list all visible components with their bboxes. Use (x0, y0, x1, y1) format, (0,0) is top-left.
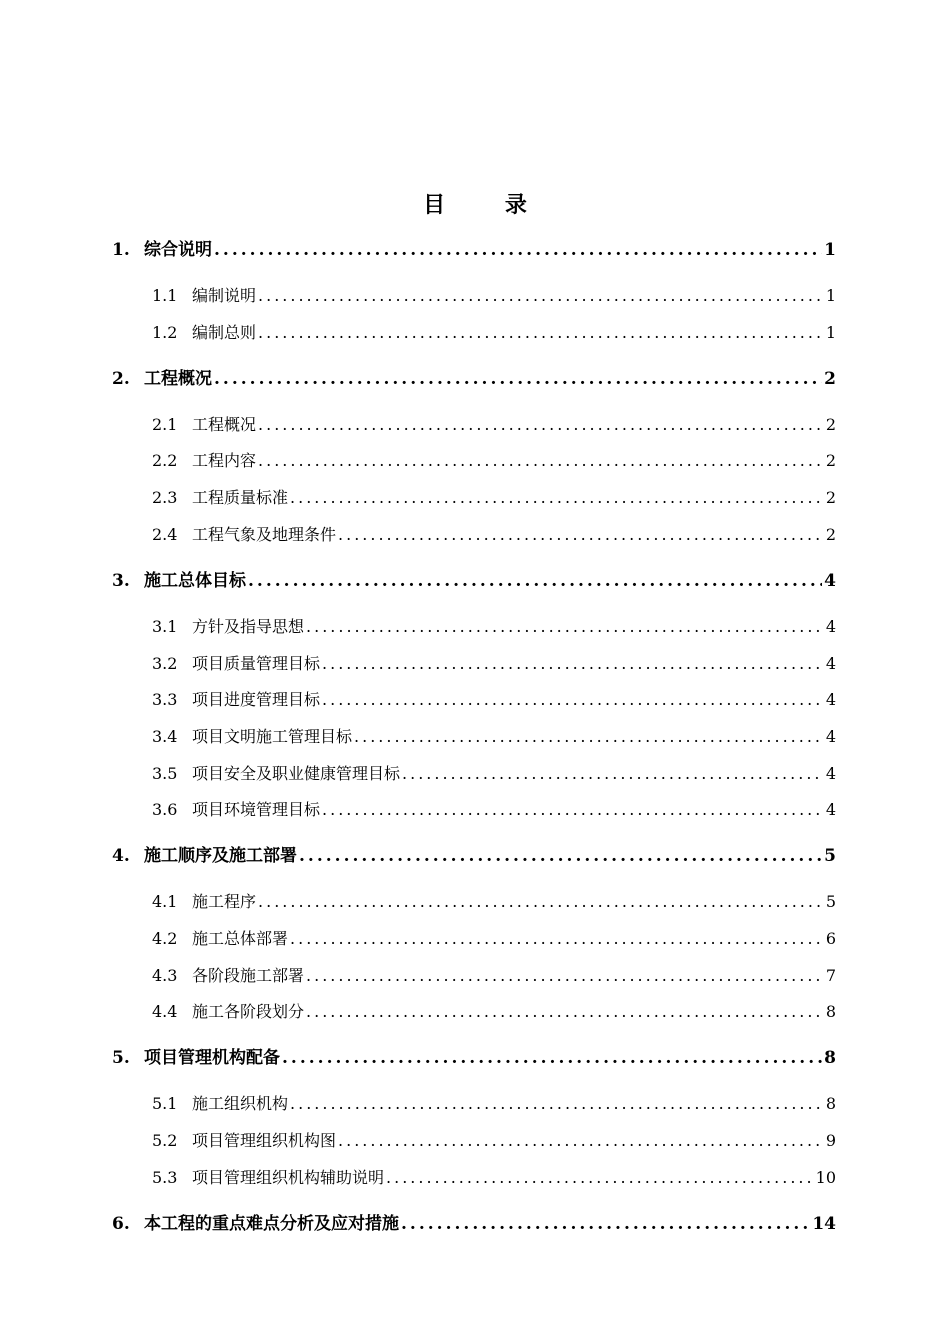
toc-entry-label: 施工程序 (192, 892, 257, 912)
toc-dot-leader (322, 798, 824, 822)
toc-entry-page-number: 14 (812, 1213, 836, 1234)
toc-section-entry[interactable] (152, 284, 836, 308)
toc-entry-number: 5. (112, 1048, 130, 1069)
toc-section-entry[interactable] (152, 652, 836, 676)
toc-chapter-entry[interactable] (112, 1046, 836, 1070)
toc-section-entry[interactable] (152, 798, 836, 822)
toc-entry-label: 综合说明 (144, 240, 212, 260)
toc-dot-leader (258, 890, 824, 914)
toc-section-entry[interactable] (152, 1000, 836, 1024)
toc-dot-leader (258, 413, 824, 437)
toc-entry-number: 4.2 (152, 929, 178, 948)
toc-entry-number: 2.2 (152, 451, 178, 471)
toc-entry-label: 施工各阶段划分 (192, 1002, 305, 1022)
toc-section-entry[interactable] (152, 321, 836, 345)
toc-dot-leader (306, 1000, 824, 1024)
toc-entry-page-number: 4 (825, 800, 836, 820)
toc-dot-leader (258, 449, 824, 473)
toc-section-entry[interactable] (152, 1092, 836, 1116)
toc-entry-label: 项目管理组织机构辅助说明 (192, 1167, 385, 1187)
toc-entry-number: 4. (112, 846, 130, 867)
toc-entry-number: 5.2 (152, 1131, 178, 1151)
toc-entry-label: 施工总体目标 (144, 570, 246, 591)
toc-dot-leader (258, 284, 824, 308)
toc-dot-leader (306, 964, 824, 988)
toc-entry-number: 3. (112, 570, 130, 591)
toc-dot-leader (299, 844, 822, 868)
toc-chapter-entry[interactable] (112, 1212, 836, 1236)
toc-entry-page-number: 2 (825, 414, 836, 434)
toc-entry-page-number: 9 (825, 1131, 836, 1151)
toc-entry-number: 1.1 (152, 286, 178, 305)
toc-entry-page-number: 4 (824, 570, 836, 591)
toc-dot-leader (282, 1046, 822, 1070)
toc-entry-page-number: 2 (825, 451, 836, 471)
toc-dot-leader (338, 523, 824, 547)
toc-entry-number: 3.3 (152, 690, 178, 710)
toc-entry-label: 项目质量管理目标 (192, 653, 321, 673)
toc-entry-number: 4.4 (152, 1002, 178, 1022)
toc-entry-label: 项目管理组织机构图 (192, 1131, 337, 1151)
toc-section-entry[interactable] (152, 725, 836, 749)
toc-entry-label: 项目安全及职业健康管理目标 (192, 763, 401, 783)
toc-section-entry[interactable] (152, 890, 836, 914)
toc-entry-label: 编制说明 (192, 286, 257, 305)
toc-entry-page-number: 8 (824, 1048, 836, 1069)
toc-entry-label: 项目环境管理目标 (192, 800, 321, 820)
toc-section-entry[interactable] (152, 688, 836, 712)
toc-entry-page-number: 2 (824, 368, 836, 389)
toc-section-entry[interactable] (152, 523, 836, 547)
toc-entry-number: 3.2 (152, 653, 178, 673)
toc-section-entry[interactable] (152, 486, 836, 510)
toc-entry-label: 各阶段施工部署 (192, 965, 305, 985)
toc-entry-label: 本工程的重点难点分析及应对措施 (144, 1213, 399, 1234)
toc-section-entry[interactable] (152, 1166, 836, 1190)
toc-entry-page-number: 2 (825, 488, 836, 508)
toc-entry-label: 编制总则 (192, 322, 257, 342)
toc-entry-number: 3.5 (152, 763, 178, 783)
toc-entry-label: 施工顺序及施工部署 (144, 846, 297, 867)
toc-entry-label: 项目进度管理目标 (192, 690, 321, 710)
toc-entry-label: 施工组织机构 (192, 1094, 289, 1114)
toc-dot-leader (354, 725, 824, 749)
toc-section-entry[interactable] (152, 449, 836, 473)
toc-dot-leader (214, 238, 822, 262)
toc-entry-number: 3.6 (152, 800, 178, 820)
toc-entry-number: 5.1 (152, 1094, 178, 1114)
toc-section-entry[interactable] (152, 615, 836, 639)
toc-dot-leader (338, 1129, 824, 1153)
toc-dot-leader (402, 762, 824, 786)
toc-entry-number: 2. (112, 368, 130, 389)
toc-entry-page-number: 1 (824, 240, 836, 260)
toc-dot-leader (290, 1092, 824, 1116)
toc-entry-label: 施工总体部署 (192, 929, 289, 948)
toc-entry-number: 3.1 (152, 616, 178, 636)
page-title: 目 录 (423, 192, 553, 218)
toc-entry-number: 5.3 (152, 1167, 178, 1187)
toc-entry-number: 3.4 (152, 726, 178, 746)
toc-entry-page-number: 2 (825, 524, 836, 544)
toc-chapter-entry[interactable] (112, 367, 836, 391)
toc-entry-label: 工程概况 (192, 414, 257, 434)
toc-dot-leader (322, 688, 824, 712)
toc-entry-page-number: 7 (825, 965, 836, 985)
toc-dot-leader (322, 652, 824, 676)
toc-chapter-entry[interactable] (112, 569, 836, 593)
toc-entry-number: 2.3 (152, 488, 178, 508)
toc-entry-page-number: 10 (815, 1167, 836, 1187)
toc-dot-leader (401, 1212, 810, 1236)
toc-entry-label: 工程气象及地理条件 (192, 524, 337, 544)
toc-entry-number: 2.4 (152, 524, 178, 544)
toc-entry-number: 1.2 (152, 322, 178, 342)
toc-entry-page-number: 6 (825, 929, 836, 948)
toc-entry-page-number: 8 (825, 1094, 836, 1114)
toc-entry-label: 工程内容 (192, 451, 257, 471)
toc-entry-page-number: 4 (825, 653, 836, 673)
toc-dot-leader (214, 367, 822, 391)
toc-dot-leader (290, 927, 824, 951)
toc-entry-number: 4.3 (152, 965, 178, 985)
toc-entry-page-number: 5 (825, 892, 836, 912)
toc-section-entry[interactable] (152, 762, 836, 786)
toc-entry-page-number: 8 (825, 1002, 836, 1022)
toc-chapter-entry[interactable] (112, 238, 836, 262)
toc-dot-leader (386, 1166, 814, 1190)
toc-entry-page-number: 4 (825, 763, 836, 783)
toc-entry-label: 项目文明施工管理目标 (192, 726, 353, 746)
toc-dot-leader (248, 569, 822, 593)
toc-entry-page-number: 4 (825, 726, 836, 746)
toc-entry-page-number: 5 (824, 846, 836, 867)
toc-entry-page-number: 1 (825, 322, 836, 342)
toc-dot-leader (258, 321, 824, 345)
toc-entry-number: 2.1 (152, 414, 178, 434)
toc-dot-leader (306, 615, 824, 639)
toc-entry-number: 1. (112, 240, 130, 260)
toc-chapter-entry[interactable] (112, 844, 836, 868)
toc-section-entry[interactable] (152, 927, 836, 951)
toc-section-entry[interactable] (152, 413, 836, 437)
toc-entry-label: 工程概况 (144, 368, 212, 389)
toc-entry-number: 4.1 (152, 892, 178, 912)
toc-entry-label: 方针及指导思想 (192, 616, 305, 636)
toc-entry-number: 6. (112, 1213, 130, 1234)
toc-entry-label: 项目管理机构配备 (144, 1048, 280, 1069)
toc-entry-page-number: 1 (825, 286, 836, 305)
toc-entry-page-number: 4 (825, 616, 836, 636)
toc-entry-label: 工程质量标准 (192, 488, 289, 508)
toc-entry-page-number: 4 (825, 690, 836, 710)
toc-section-entry[interactable] (152, 1129, 836, 1153)
toc-section-entry[interactable] (152, 964, 836, 988)
toc-dot-leader (290, 486, 824, 510)
